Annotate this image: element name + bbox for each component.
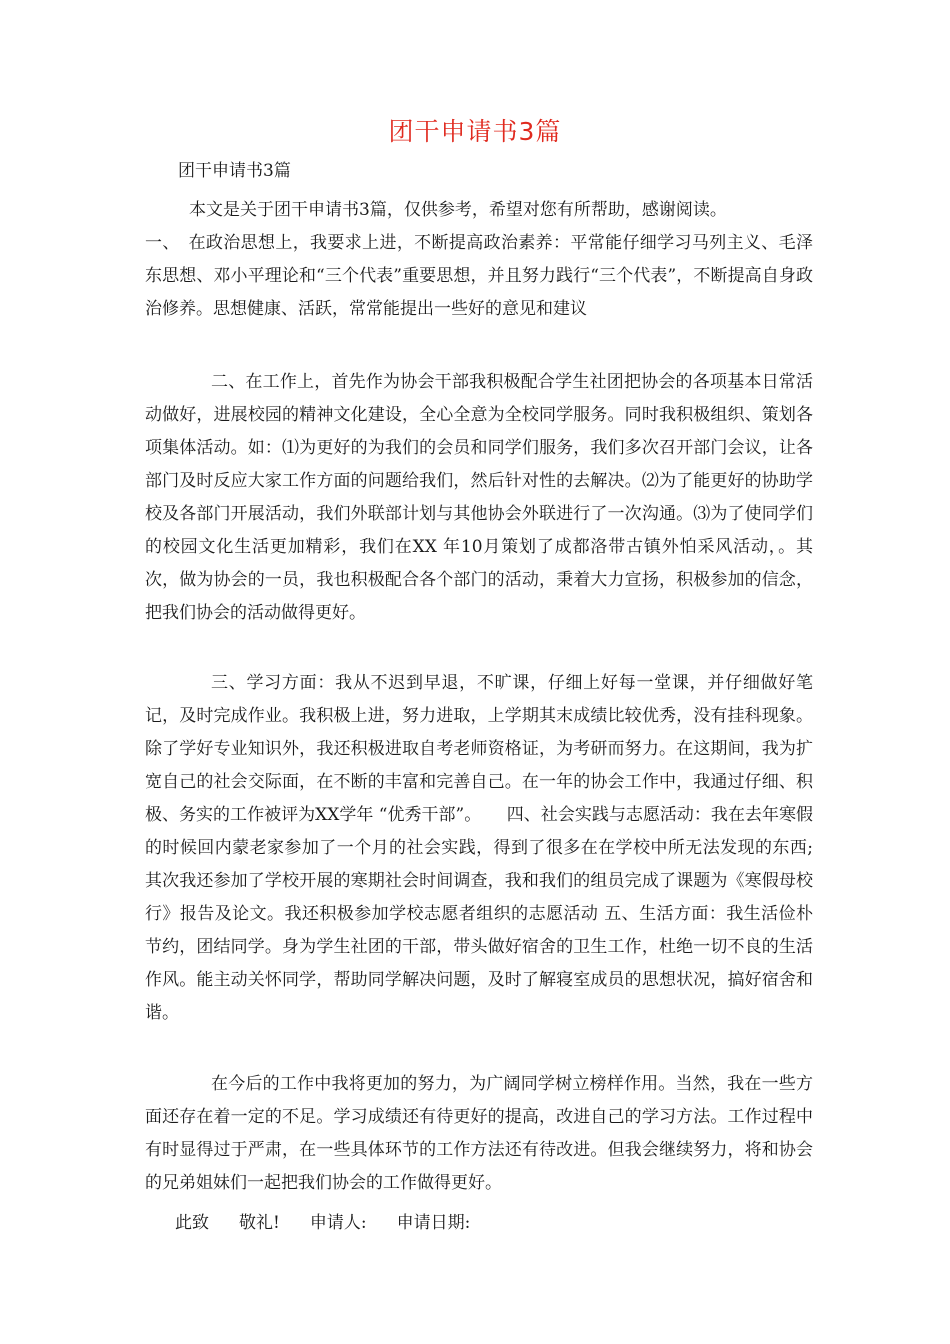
paragraph-work: 二、在工作上，首先作为协会干部我积极配合学生社团把协会的各项基本日常活动做好，进展校园的精神文化建设，全心全意为全校同学服务。同时我积极组织、策划各项集体活动。如：⑴为更好的为我们的会员和同学们服务，我们多次召开部门会议，让各部门及时反应大家工作方面的问题给我们，然后针对性的去解决。⑵为了能更好的协助学校及各部门开展活动，我们外联部计划与其他协会外联进行了一次沟通。⑶为了使同学们的校园文化生活更加精彩，我们在XX 年10月策划了成都洛带古镇外怕采风活动，。其次，做为协会的一员，我也积极配合各个部门的活动，秉着大力宣扬，积极参加的信念，把我们协会的活动做得更好。	[145, 372, 813, 623]
closing-date: 申请日期:	[396, 1213, 471, 1233]
paragraph-political: 一、 在政治思想上，我要求上进，不断提高政治素养：平常能仔细学习马列主义、毛泽东思想、邓小平理论和“三个代表”重要思想，并且努力践行“三个代表”，不断提高自身政治修养。思想健康、活跃，常常能提出一些好的意见和建议	[145, 233, 813, 319]
paragraph-intro: 本文是关于团干申请书3篇，仅供参考，希望对您有所帮助，感谢阅读。	[189, 200, 727, 220]
closing-zhici: 此致	[175, 1213, 209, 1233]
paragraph-future: 在今后的工作中我将更加的努力，为广阔同学树立榜样作用。当然，我在一些方面还存在着一定的不足。学习成绩还有待更好的提高，改进自己的学习方法。工作过程中有时显得过于严肃，在一些具体环节的工作方法还有待改进。但我会继续努力，将和协会的兄弟姐妹们一起把我们协会的工作做得更好。	[145, 1074, 813, 1193]
document-title: 团干申请书3篇	[388, 117, 562, 146]
closing-jingli: 敬礼!	[239, 1213, 280, 1233]
document-subtitle: 团干申请书3篇	[178, 161, 291, 181]
closing-applicant: 申请人:	[309, 1213, 367, 1233]
paragraph-study: 三、学习方面：我从不迟到早退，不旷课，仔细上好每一堂课，并仔细做好笔记，及时完成作业。我积极上进，努力进取，上学期其末成绩比较优秀，没有挂科现象。除了学好专业知识外，我还积极进取自考老师资格证，为考研而努力。在这期间，我为扩宽自己的社会交际面，在不断的丰富和完善自己。在一年的协会工作中，我通过仔细、积极、务实的工作被评为XX学年 “优秀干部”。 四、社会实践与志愿活动：我在去年寒假的时候回内蒙老家参加了一个月的社会实践，得到了很多在在学校中所无法发现的东西;其次我还参加了学校开展的寒期社会时间调查，我和我们的组员完成了课题为《寒假母校行》报告及论文。我还积极参加学校志愿者组织的志愿活动 五、生活方面：我生活俭朴节约，团结同学。身为学生社团的干部，带头做好宿舍的卫生工作，杜绝一切不良的生活作风。能主动关怀同学，帮助同学解决问题，及时了解寝室成员的思想状况，搞好宿舍和谐。	[145, 673, 813, 1023]
closing-line	[175, 1207, 500, 1240]
